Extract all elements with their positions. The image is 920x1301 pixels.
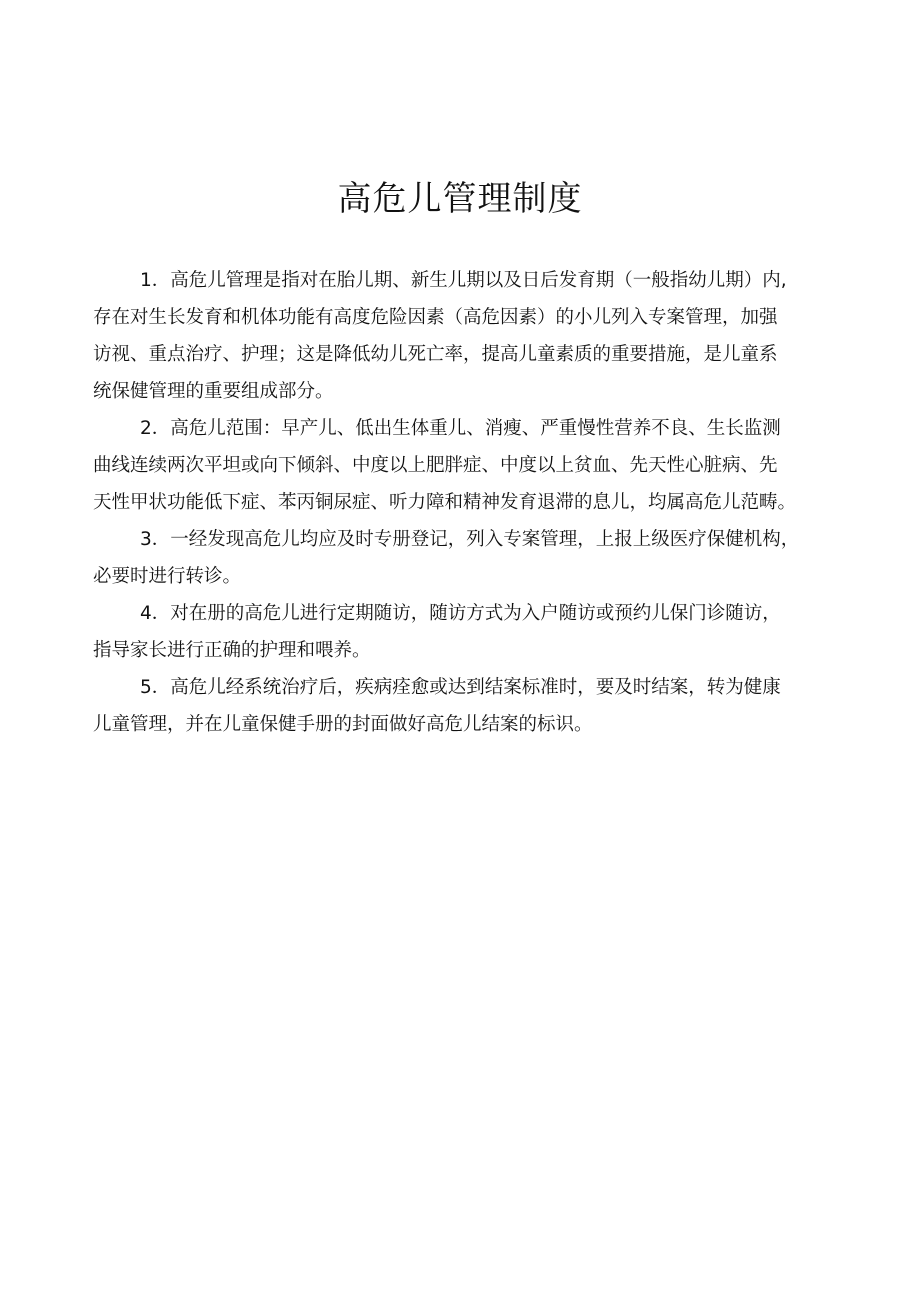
paragraph-line: 存在对生长发育和机体功能有高度危险因素（高危因素）的小儿列入专案管理，加强 [93,307,778,328]
page-title: 高危儿管理制度 [337,179,583,219]
document-body [93,262,853,743]
paragraph-line: 2．高危儿范围：早产儿、低出生体重儿、消瘦、严重慢性营养不良、生长监测 [140,418,781,439]
paragraph-line: 必要时进行转诊。 [93,566,242,587]
paragraph-line: 4．对在册的高危儿进行定期随访，随访方式为入户随访或预约儿保门诊随访， [140,603,781,624]
paragraph-line: 统保健管理的重要组成部分。 [93,381,334,402]
paragraph-line: 5．高危儿经系统治疗后，疾病痊愈或达到结案标准时，要及时结案，转为健康 [140,677,781,698]
paragraph-line: 1．高危儿管理是指对在胎儿期、新生儿期以及日后发育期（一般指幼儿期）内, [140,270,787,291]
paragraph-line: 指导家长进行正确的护理和喂养。 [93,640,371,661]
paragraph-line: 曲线连续两次平坦或向下倾斜、中度以上肥胖症、中度以上贫血、先天性心脏病、先 [93,455,778,476]
paragraph-2 [93,410,853,521]
paragraph-1 [93,262,853,410]
paragraph-4 [93,595,853,669]
paragraph-line: 访视、重点治疗、护理；这是降低幼儿死亡率，提高儿童素质的重要措施，是儿童系 [93,344,778,365]
paragraph-5 [93,669,853,743]
paragraph-line: 天性甲状功能低下症、苯丙铜尿症、听力障和精神发育退滞的息儿，均属高危儿范畴。 [93,492,797,513]
paragraph-3 [93,521,853,595]
paragraph-line: 3．一经发现高危儿均应及时专册登记，列入专案管理，上报上级医疗保健机构， [140,529,800,550]
paragraph-line: 儿童管理，并在儿童保健手册的封面做好高危儿结案的标识。 [93,714,593,735]
